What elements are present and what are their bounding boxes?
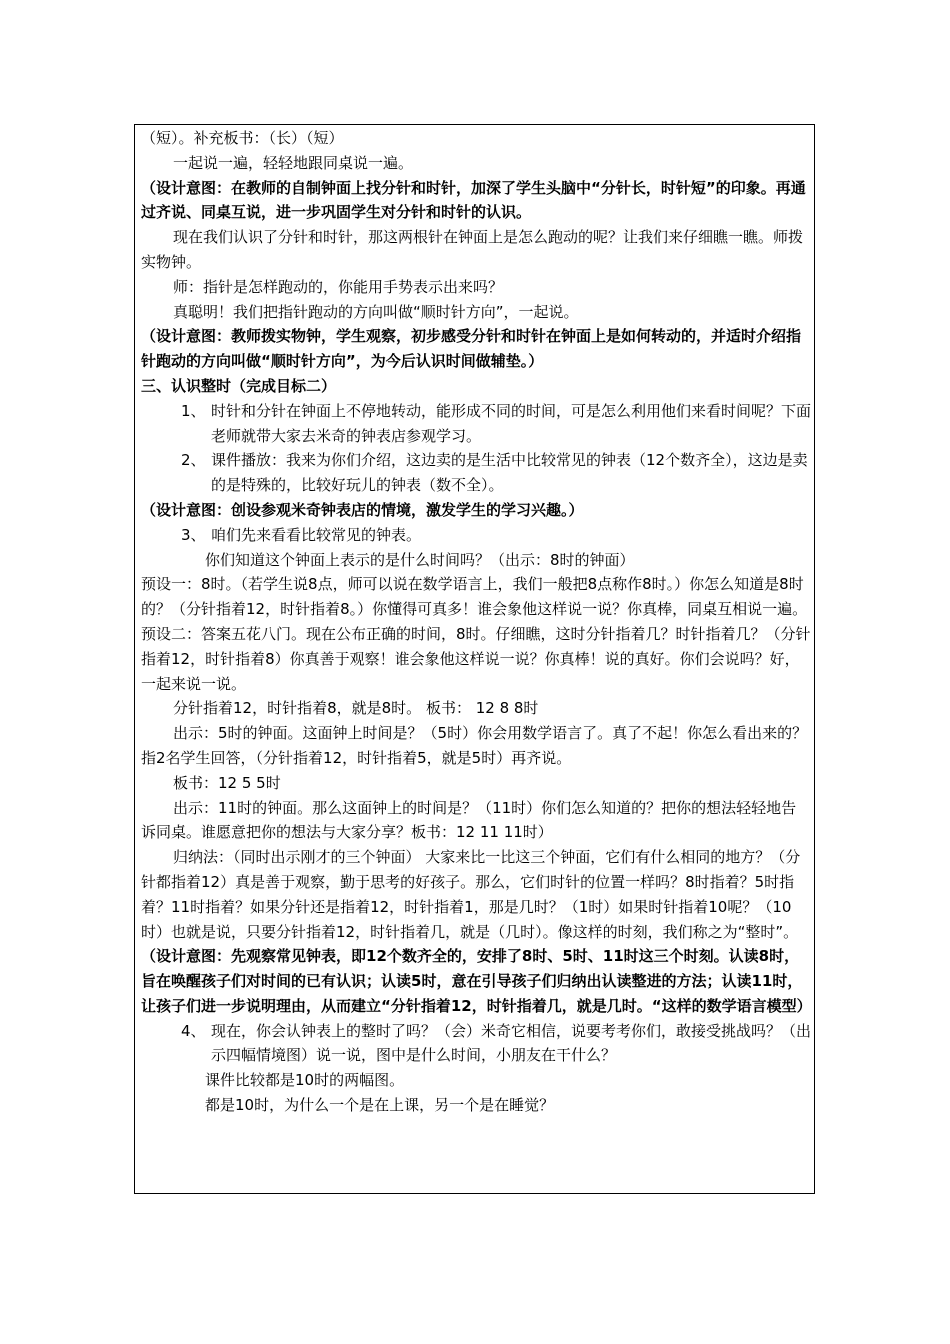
paragraph: 出示：5时的钟面。这面钟上时间是？（5时）你会用数学语言了。真了不起！你怎么看出来的？指2名学生回答，（分针指着12，时针指着5，就是5时）再齐说。 [141,724,808,767]
design-intent-paragraph: （设计意图：在教师的自制钟面上找分针和时针，加深了学生头脑中“分针长，时针短”的印象。再通过齐说、同桌互说，进一步巩固学生对分针和时针的认识。 [141,178,806,222]
paragraph: 现在我们认识了分针和时针，那这两根针在钟面上是怎么跑动的呢？让我们来仔细瞧一瞧。师拨实物钟。 [141,228,804,271]
paragraph: （短）。补充板书：（长）（短） [141,129,344,147]
paragraph: 都是10时，为什么一个是在上课，另一个是在睡觉？ [205,1096,555,1115]
paragraph: 板书：12 5 5时 [173,773,281,792]
paragraph: 预设一：8时。（若学生说8点，师可以说在数学语言上，我们一般把8点称作8时。）你怎么知道是8时的？（分针指着12，时针指着8。）你懂得可真多！谁会象他这样说一说？你真棒，同桌互相说一遍。 [141,575,808,619]
item-number: 1、 [181,401,206,420]
numbered-item [141,1019,811,1069]
numbered-item [141,523,811,548]
item-text: 时针和分针在钟面上不停地转动，能形成不同的时间，可是怎么利用他们来看时间呢？下面老师就带大家去米奇的钟表店参观学习。 [211,401,812,445]
lesson-plan-text [141,126,811,1118]
design-intent-paragraph: 三、认识整时（完成目标二） [141,376,337,395]
paragraph: 出示：11时的钟面。那么这面钟上的时间是？（11时）你们怎么知道的？把你的想法轻轻地告诉同桌。谁愿意把你的想法与大家分享？板书：12 11 11时） [141,798,797,842]
paragraph: 真聪明！我们把指针跑动的方向叫做“顺时针方向”，一起说。 [173,302,579,321]
paragraph: 分针指着12，时针指着8，就是8时。 板书： 12 8 8时 [173,699,539,718]
paragraph: 你们知道这个钟面上表示的是什么时间吗？（出示：8时的钟面） [205,550,635,569]
paragraph: 一起说一遍，轻轻地跟同桌说一遍。 [173,153,414,172]
design-intent-paragraph: （设计意图：先观察常见钟表，即12个数齐全的，安排了8时、5时、11时这三个时刻。认读8时，旨在唤醒孩子们对时间的已有认识；认读5时，意在引导孩子们归纳出认读整进的方法；认读11时，让孩子们进一步说明理由，从而建立“分针指着12，时针指着几，就是几时。“这样的数学语言模型） [141,947,812,1015]
numbered-item [141,399,811,449]
item-number: 3、 [181,525,206,544]
paragraph: 归纳法：（同时出示刚才的三个钟面） 大家来比一比这三个钟面，它们有什么相同的地方？（分针都指着12）真是善于观察，勤于思考的好孩子。那么，它们时针的位置一样吗？8时指着？5时指着？11时指着？如果分针还是指着12，时针指着1，那是几时？（1时）如果时针指着10呢？（10时）也就是说，只要分针指着12，时针指着几，就是（几时）。像这样的时刻，我们称之为“整时”。 [141,848,801,941]
item-number: 4、 [181,1021,206,1040]
item-number: 2、 [181,451,206,470]
item-text: 咱们先来看看比较常见的钟表。 [211,525,422,544]
paragraph: 师：指针是怎样跑动的，你能用手势表示出来吗？ [173,277,504,296]
paragraph: 课件比较都是10时的两幅图。 [205,1071,405,1090]
design-intent-paragraph: （设计意图：教师拨实物钟，学生观察，初步感受分针和时针在钟面上是如何转动的，并适时介绍指针跑动的方向叫做“顺时针方向”，为今后认识时间做辅垫。） [141,327,802,371]
item-text: 课件播放：我来为你们介绍，这边卖的是生活中比较常见的钟表（12个数齐全），这边是卖的是特殊的，比较好玩儿的钟表（数不全）。 [211,451,808,495]
paragraph: 预设二：答案五花八门。现在公布正确的时间，8时。仔细瞧，这时分针指着几？时针指着几？（分针指着12，时针指着8）你真善于观察！谁会象他这样说一说？你真棒！说的真好。你们会说吗？好，一起来说一说。 [141,624,811,693]
item-text: 现在，你会认钟表上的整时了吗？（会）米奇它相信，说要考考你们，敢接受挑战吗？（出示四幅情境图）说一说，图中是什么时间，小朋友在干什么？ [211,1021,812,1065]
design-intent-paragraph: （设计意图：创设参观米奇钟表店的情境，激发学生的学习兴趣。） [141,500,584,519]
numbered-item [141,448,811,498]
